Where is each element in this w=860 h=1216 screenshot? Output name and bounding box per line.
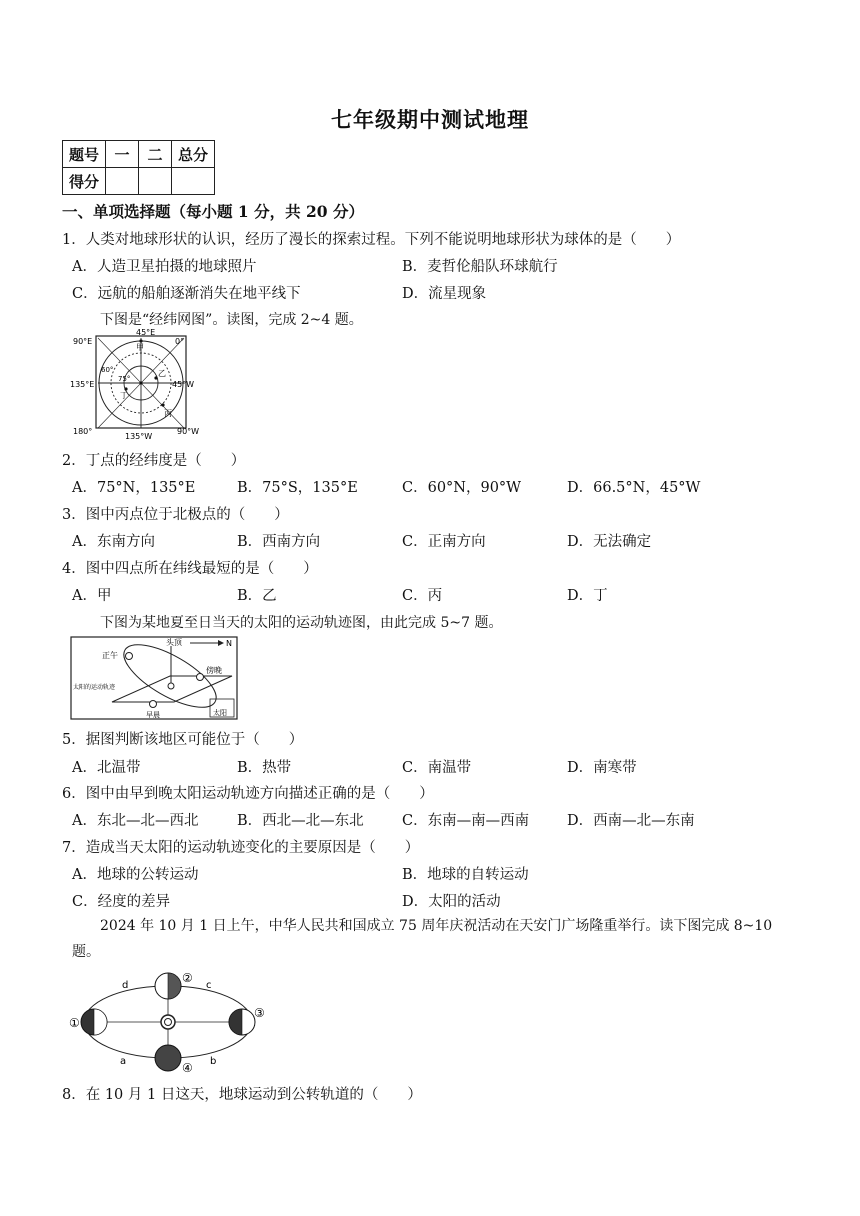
label-lon-bottom: 135°W [125, 432, 153, 441]
label-p3: ③ [254, 1006, 265, 1020]
earth-2-dark-half [168, 973, 181, 999]
intro-questions-2-4: 下图是“经纬网图”。读图，完成 2~4 题。 [100, 312, 363, 328]
question-5-option-c: C．南温带 [402, 760, 472, 776]
intro-questions-5-7: 下图为某地夏至日当天的太阳的运动轨迹图，由此完成 5~7 题。 [100, 615, 503, 631]
score-cell: 总分 [172, 141, 215, 168]
label-b: b [210, 1056, 217, 1067]
question-6-option-a: A．东北—北—西北 [72, 813, 199, 829]
label-lon-left-mid: 135°E [70, 380, 95, 389]
question-4-option-b: B．乙 [237, 588, 277, 604]
question-5-stem: 5．据图判断该地区可能位于（ ） [62, 732, 304, 748]
score-cell: 二 [139, 141, 172, 168]
point-bing-dot [161, 403, 164, 406]
question-7-option-b: B．地球的自转运动 [402, 867, 529, 883]
orbit-figure [68, 966, 268, 1078]
graticule-figure [70, 328, 210, 443]
question-7-stem: 7．造成当天太阳的运动轨迹变化的主要原因是（ ） [62, 840, 420, 856]
label-point-yi: 乙 [158, 369, 166, 378]
question-1-option-c: C．远航的船舶逐渐消失在地平线下 [72, 286, 301, 302]
question-1-stem: 1．人类对地球形状的认识，经历了漫长的探索过程。下列不能说明地球形状为球体的是（ ） [62, 232, 681, 248]
label-p1: ① [69, 1016, 80, 1030]
label-evening: 傍晚 [206, 666, 222, 675]
label-lat-60: 60° [101, 366, 114, 374]
question-4-option-a: A．甲 [72, 588, 112, 604]
north-arrow-head [218, 640, 224, 646]
section-heading: 一、单项选择题（每小题 1 分，共 20 分） [62, 202, 364, 221]
question-3-stem: 3．图中丙点位于北极点的（ ） [62, 507, 289, 523]
earth-1-lit-half [94, 1009, 107, 1035]
north-pole-dot [139, 381, 142, 384]
sun-noon-icon [126, 653, 133, 660]
label-lat-75: 75° [118, 375, 131, 383]
label-p4: ④ [182, 1061, 193, 1075]
label-track: 太阳的运动轨迹 [73, 684, 116, 691]
label-point-ding: 丁 [120, 391, 128, 400]
score-cell: 得分 [63, 168, 106, 195]
question-7-option-a: A．地球的公转运动 [72, 867, 199, 883]
question-6-option-c: C．东南—南—西南 [402, 813, 530, 829]
label-lon-left-top: 90°E [73, 337, 93, 346]
label-point-bing: 丙 [164, 409, 172, 418]
label-lon-right-mid: 45°W [172, 380, 195, 389]
score-cell [172, 168, 215, 195]
sun-morning-icon [150, 701, 157, 708]
sun-evening-icon [197, 674, 204, 681]
score-cell [106, 168, 139, 195]
label-a: a [120, 1056, 127, 1067]
score-table [62, 140, 215, 195]
label-morning: 早晨 [146, 711, 160, 719]
page-title: 七年级期中测试地理 [331, 107, 529, 132]
label-noon: 正午 [102, 651, 118, 660]
question-5-option-b: B．热带 [237, 760, 292, 776]
label-p2: ② [182, 971, 193, 985]
question-2-stem: 2．丁点的经纬度是（ ） [62, 453, 246, 469]
label-lon-bottom-right: 90°W [177, 427, 200, 436]
question-5-option-a: A．北温带 [72, 760, 141, 776]
question-8-stem: 8．在 10 月 1 日这天，地球运动到公转轨道的（ ） [62, 1087, 422, 1103]
label-zero: 0° [175, 337, 185, 346]
question-2-option-b: B．75°S，135°E [237, 480, 358, 496]
question-5-option-d: D．南寒带 [567, 760, 637, 776]
label-zenith: 头顶 [166, 638, 182, 647]
question-6-option-b: B．西北—北—东北 [237, 813, 364, 829]
label-sun: 太阳 [213, 709, 227, 717]
question-3-option-d: D．无法确定 [567, 534, 652, 550]
question-1-option-b: B．麦哲伦船队环球航行 [402, 259, 558, 275]
question-6-stem: 6．图中由早到晚太阳运动轨迹方向描述正确的是（ ） [62, 786, 434, 802]
question-7-option-c: C．经度的差异 [72, 894, 171, 910]
score-cell: 一 [106, 141, 139, 168]
label-d: d [122, 980, 129, 991]
observer-icon [168, 683, 174, 689]
label-c: c [206, 980, 212, 991]
question-2-option-a: A．75°N，135°E [72, 480, 196, 496]
question-2-option-d: D．66.5°N，45°W [567, 480, 701, 496]
score-cell: 题号 [63, 141, 106, 168]
earth-position-4-icon [155, 1045, 181, 1071]
question-2-option-c: C．60°N，90°W [402, 480, 522, 496]
question-3-option-a: A．东南方向 [72, 534, 155, 550]
question-1-option-d: D．流星现象 [402, 286, 487, 302]
question-3-option-b: B．西南方向 [237, 534, 321, 550]
question-4-option-d: D．丁 [567, 588, 608, 604]
score-table-row [63, 141, 215, 168]
label-lon-bottom-left: 180° [73, 427, 93, 436]
question-3-option-c: C．正南方向 [402, 534, 486, 550]
score-table-row [63, 168, 215, 195]
question-1-option-a: A．人造卫星拍摄的地球照片 [72, 259, 257, 275]
label-lon-top: 45°E [136, 328, 156, 337]
question-7-option-d: D．太阳的活动 [402, 894, 501, 910]
label-point-jia: 甲 [136, 343, 144, 352]
sun-core-icon [165, 1019, 172, 1026]
question-4-option-c: C．丙 [402, 588, 443, 604]
question-4-stem: 4．图中四点所在纬线最短的是（ ） [62, 561, 318, 577]
score-cell [139, 168, 172, 195]
sun-path-figure [70, 634, 240, 722]
question-6-option-d: D．西南—北—东南 [567, 813, 695, 829]
label-north: N [226, 639, 232, 648]
intro-questions-8-10: 2024 年 10 月 1 日上午，中华人民共和国成立 75 周年庆祝活动在天安门广场隆重举行。读下图完成 8~10 题。 [72, 918, 773, 960]
earth-3-dark-half [229, 1009, 242, 1035]
